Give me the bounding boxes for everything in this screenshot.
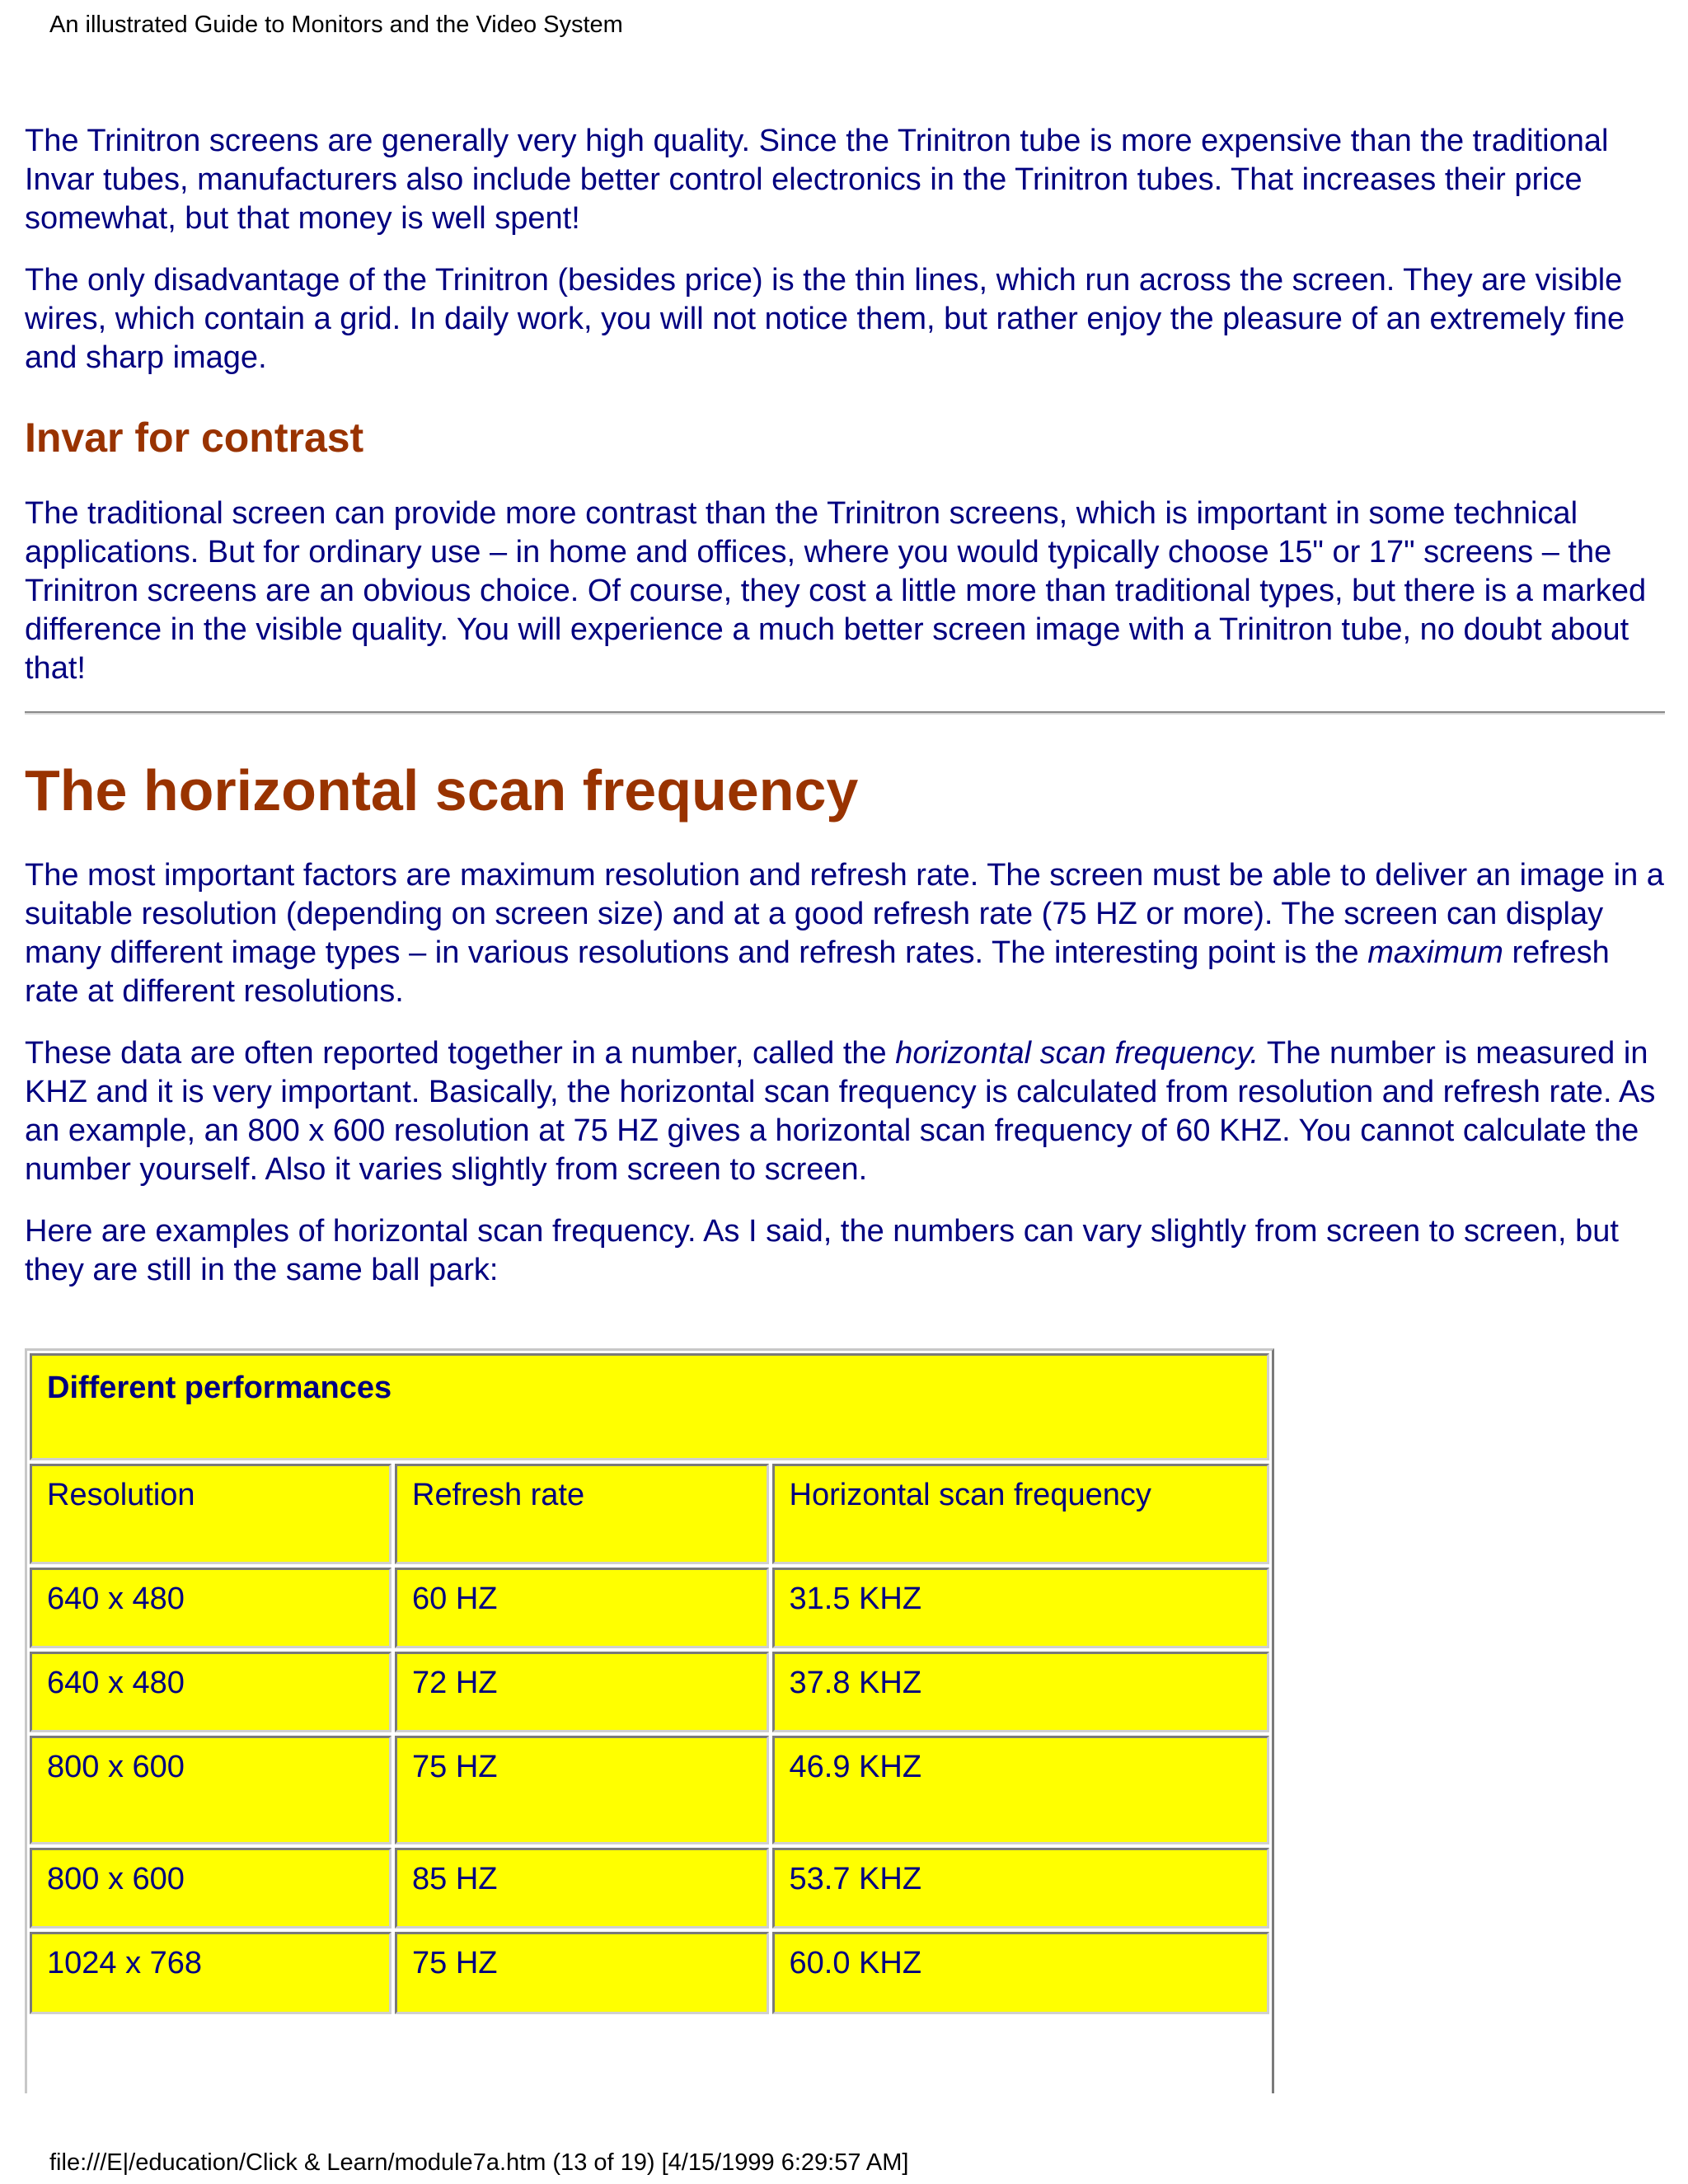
paragraph-invar-contrast: The traditional screen can provide more contrast than the Trinitron screens, which is important in some technical applications. But for ordinary use – in home and offices, where you would typically choose 15" or 17" screens – the Trinitron screens are an obvious choice. Of course, they cost a little more than traditional types, but there is a marked difference in the visible quality. You will experience a much better screen image with a Trinitron tube, no doubt about that! [25,496,1647,686]
table-row [30,1736,1269,1844]
cell-scan-frequency: 53.7 KHZ [772,1848,1269,1929]
column-header-resolution: Resolution [30,1464,392,1564]
cell-resolution: 800 x 600 [30,1736,392,1844]
paragraph-trinitron-disadvantage: The only disadvantage of the Trinitron (besides price) is the thin lines, which run across the screen. They are visible wires, which contain a grid. In daily work, you will not notice them, but rather enjoy the pleasure of an extremely fine and sharp image. [25,263,1625,375]
table-title: Different performances [30,1353,1269,1460]
horizontal-rule [25,711,1665,715]
cell-resolution: 640 x 480 [30,1652,392,1732]
cell-scan-frequency: 46.9 KHZ [772,1736,1269,1844]
cell-refresh-rate: 75 HZ [395,1736,768,1844]
table-row [30,1932,1269,2014]
column-header-horizontal-scan-frequency: Horizontal scan frequency [772,1464,1269,1564]
paragraph-examples-intro: Here are examples of horizontal scan frequency. As I said, the numbers can vary slightly from screen to screen, but they are still in the same ball park: [25,1214,1619,1287]
page-header: An illustrated Guide to Monitors and the Video System [49,12,623,38]
performance-table [26,1350,1273,2018]
emphasis-horizontal-scan-frequency: horizontal scan frequency. [895,1036,1259,1071]
heading-horizontal-scan-frequency: The horizontal scan frequency [25,758,859,823]
performance-table-frame [25,1348,1274,2093]
column-header-refresh-rate: Refresh rate [395,1464,768,1564]
cell-scan-frequency: 37.8 KHZ [772,1652,1269,1732]
cell-scan-frequency: 31.5 KHZ [772,1568,1269,1648]
text-span: These data are often reported together in a number, called the [25,1036,896,1071]
paragraph-important-factors [25,856,1665,1011]
page-footer: file:///E|/education/Click & Learn/module7a.htm (13 of 19) [4/15/1999 6:29:57 AM] [49,2149,909,2176]
table-row [30,1568,1269,1648]
table-row [30,1848,1269,1929]
cell-refresh-rate: 72 HZ [395,1652,768,1732]
paragraph-scan-frequency-definition [25,1034,1665,1189]
paragraph-trinitron-quality: The Trinitron screens are generally very high quality. Since the Trinitron tube is more expensive than the traditional Invar tubes, manufacturers also include better control electronics in the Trinitron tubes. That increases their price somewhat, but that money is well spent! [25,124,1609,236]
cell-resolution: 640 x 480 [30,1568,392,1648]
heading-invar-for-contrast: Invar for contrast [25,415,364,461]
text-span: refresh rate at different resolutions. [25,935,1610,1009]
cell-scan-frequency: 60.0 KHZ [772,1932,1269,2014]
text-span: The most important factors are maximum resolution and refresh rate. The screen must be able to deliver an image in a suitable resolution (depending on screen size) and at a good refresh rate (75 HZ or more). The screen can display many different image types – in various resolutions and refresh rates. The interesting point is the [25,858,1664,970]
emphasis-maximum: maximum [1367,935,1503,970]
cell-refresh-rate: 75 HZ [395,1932,768,2014]
cell-refresh-rate: 85 HZ [395,1848,768,1929]
text-span: The number is measured in KHZ and it is very important. Basically, the horizontal scan frequency is calculated from resolution and refresh rate. As an example, an 800 x 600 resolution at 75 HZ gives a horizontal scan frequency of 60 KHZ. You cannot calculate the number yourself. Also it varies slightly from screen to screen. [25,1036,1656,1187]
cell-refresh-rate: 60 HZ [395,1568,768,1648]
article-content [25,122,1665,1313]
cell-resolution: 1024 x 768 [30,1932,392,2014]
table-row [30,1652,1269,1732]
cell-resolution: 800 x 600 [30,1848,392,1929]
